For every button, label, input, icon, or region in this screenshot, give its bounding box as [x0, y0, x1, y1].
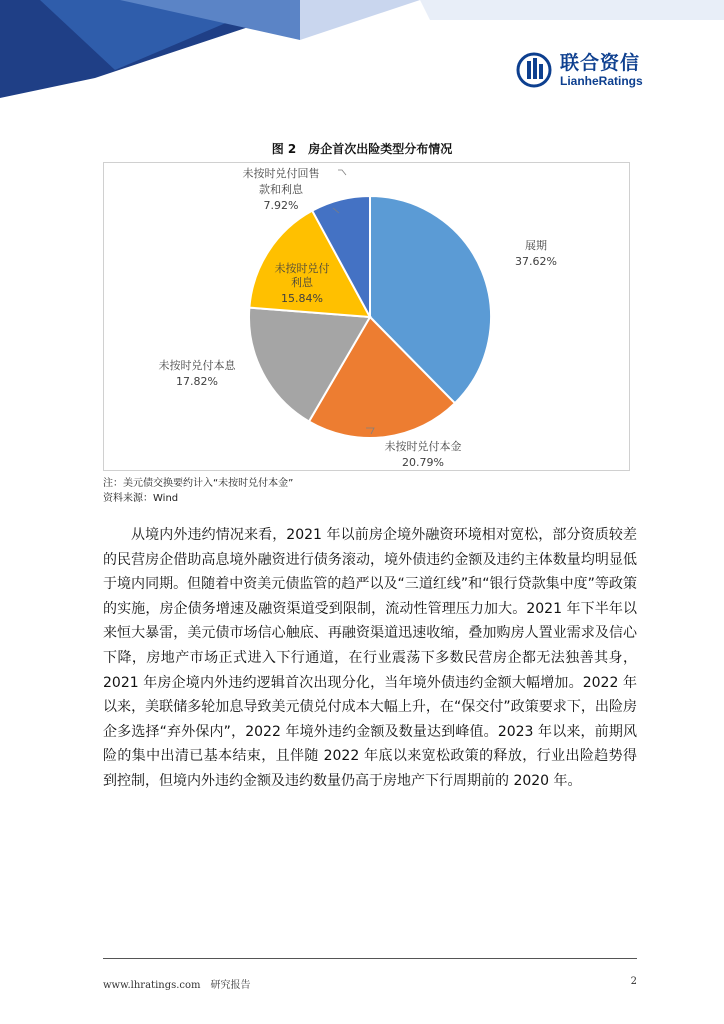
label-s0-name: 展期 [525, 239, 547, 252]
figure-source: 资料来源：Wind [103, 493, 179, 504]
footer-divider [103, 958, 637, 959]
pie-chart-frame [103, 162, 630, 471]
label-s2-name: 未按时兑付本息 [158, 359, 236, 372]
label-s1-name: 未按时兑付本金 [384, 440, 462, 453]
body-paragraph: 从境内外违约情况来看，2021 年以前房企境外融资环境相对宽松，部分资质较差的民营房企借助高息境外融资进行债务滚动，境外债违约金额及违约主体数量均明显低于境内同期。但随着中资美元债监管的趋严以及“三道红线”和“银行贷款集中度”等政策的实施，房企债务增速及融资渠道受到限制，流动性管理压力加大。2021 年下半年以来恒大暴雷，美元债市场信心触底、再融资渠道迅速收缩，叠加购房人置业需求及信心下降，房地产市场正式进入下行通道，在行业震荡下多数民营房企都无法独善其身，2021 年房企境内外违约逻辑首次出现分化，当年境外债违约金额大幅增加。2022 年以来，美联储多轮加息导致美元债兑付成本大幅上升，在“保交付”政策要求下，出险房企多选择“弃外保内”，2022 年境外违约金额及数量达到峰值。2023 年以来，前期风险的集中出清已基本结束，且伴随 2022 年底以来宽松政策的释放，行业出险趋势得到控制，但境内外违约金额及违约数量仍高于房地产下行周期前的 2020 年。 [103, 527, 637, 789]
label-s3-line2: 利息 [291, 276, 313, 289]
lianhe-logo-icon [516, 52, 552, 88]
label-s1-pct: 20.79% [402, 456, 444, 469]
page-number: 2 [630, 976, 637, 987]
brand-name-cn: 联合资信 [560, 51, 641, 74]
label-s4-pct: 7.92% [263, 199, 299, 212]
footer-site: www.lhratings.com 研究报告 [103, 980, 251, 991]
label-s0-pct: 37.62% [515, 255, 557, 268]
brand-logo [516, 52, 643, 88]
label-s4-line2: 款和利息 [259, 183, 303, 196]
pie-chart [104, 163, 631, 472]
brand-name-en: LianheRatings [560, 73, 643, 88]
label-s3-line1: 未按时兑付 [274, 262, 330, 275]
label-s4-line1: 未按时兑付回售 [242, 167, 320, 180]
label-s3-pct: 15.84% [281, 292, 323, 305]
leader-line-s4 [338, 170, 346, 175]
label-s2-pct: 17.82% [176, 375, 218, 388]
figure-title: 图 2 房企首次出险类型分布情况 [271, 142, 453, 156]
figure-note: 注：美元债交换要约计入“未按时兑付本金” [103, 478, 294, 489]
